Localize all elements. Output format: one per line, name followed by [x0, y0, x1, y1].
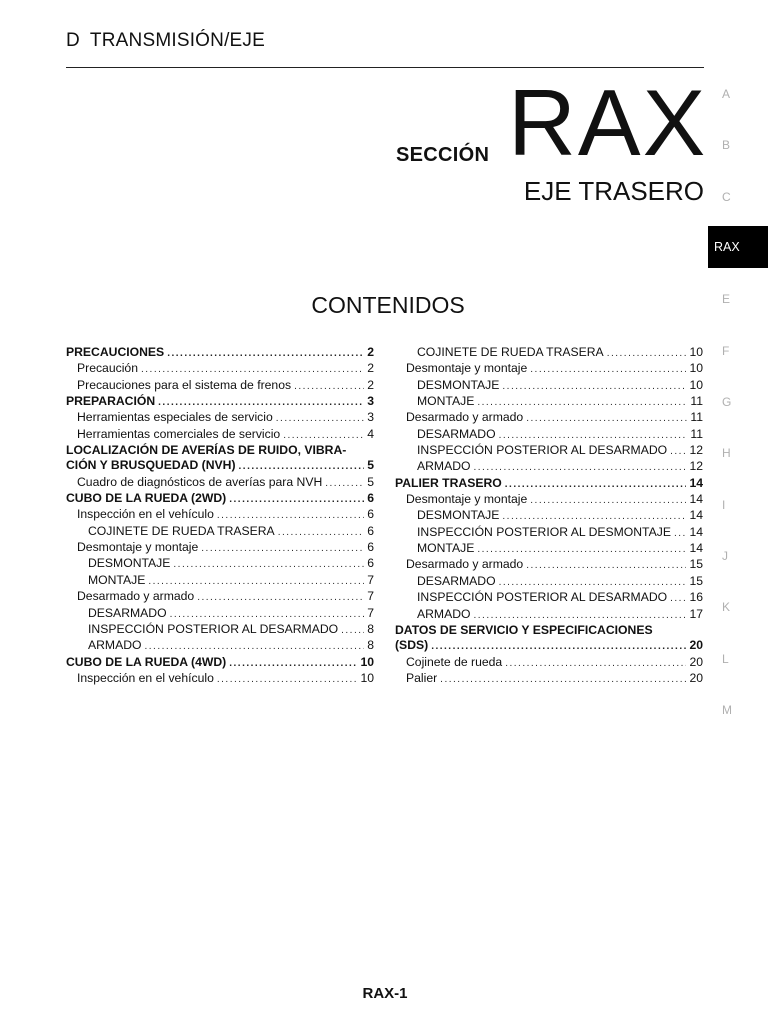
- toc-leader-dots: [229, 492, 364, 507]
- toc-entry[interactable]: [66, 655, 374, 671]
- toc-entry-title: ARMADO: [417, 606, 471, 621]
- toc-leader-dots: [325, 476, 364, 491]
- toc-leader-dots: [505, 477, 687, 492]
- toc-entry-page: 14: [689, 541, 703, 556]
- toc-leader-dots: [239, 459, 365, 474]
- toc-entry-title: Desarmado y armado: [406, 557, 524, 572]
- toc-entry[interactable]: [395, 607, 703, 623]
- toc-entry-page: 8: [367, 621, 374, 636]
- toc-entry[interactable]: [395, 525, 703, 541]
- toc-leader-dots: [474, 460, 687, 475]
- toc-entry-page: 14: [689, 492, 703, 507]
- toc-leader-dots: [294, 379, 364, 394]
- toc-entry-title: Desmontaje y montaje: [77, 540, 199, 555]
- toc-entry-title: DESARMADO: [417, 426, 496, 441]
- toc-entry[interactable]: [66, 394, 374, 410]
- toc-entry[interactable]: [395, 394, 703, 410]
- toc-leader-dots: [499, 428, 688, 443]
- toc-entry[interactable]: [395, 459, 703, 475]
- toc-leader-dots: [431, 639, 686, 654]
- toc-leader-dots: [526, 411, 687, 426]
- toc-entry-page: 11: [690, 426, 703, 441]
- toc-entry-title: Desmontaje y montaje: [406, 492, 528, 507]
- side-index-letter[interactable]: E: [722, 292, 731, 306]
- side-index-letter[interactable]: M: [722, 703, 732, 717]
- toc-entry-title: INSPECCIÓN POSTERIOR AL DESARMADO: [417, 590, 668, 605]
- toc-entry-page: 6: [367, 523, 374, 538]
- toc-entry-title: CUBO DE LA RUEDA (4WD): [66, 654, 227, 669]
- group-letter: D: [66, 30, 80, 51]
- toc-entry-title: CIÓN Y BRUSQUEDAD (NVH): [66, 458, 236, 473]
- toc-entry-title: DESMONTAJE: [417, 508, 500, 523]
- toc-entry-page: 10: [360, 654, 374, 669]
- toc-leader-dots: [505, 656, 686, 671]
- toc-entry[interactable]: [66, 524, 374, 540]
- toc-entry-title: COJINETE DE RUEDA TRASERA: [88, 523, 275, 538]
- toc-leader-dots: [440, 672, 686, 687]
- toc-entry-page: 7: [367, 572, 374, 587]
- toc-entry-title: Desarmado y armado: [77, 589, 195, 604]
- toc-leader-dots: [670, 444, 686, 459]
- toc-leader-dots: [499, 575, 687, 590]
- toc-entry-title: INSPECCIÓN POSTERIOR AL DESARMADO: [88, 621, 339, 636]
- toc-entry[interactable]: [66, 491, 374, 507]
- toc-entry[interactable]: [395, 671, 703, 687]
- section-code: RAX: [508, 70, 708, 175]
- toc-leader-dots: [674, 526, 686, 541]
- toc-leader-dots: [670, 591, 686, 606]
- toc-entry-page: 20: [689, 654, 703, 669]
- toc-leader-dots: [477, 395, 687, 410]
- toc-entry[interactable]: [395, 623, 703, 638]
- toc-entry-title: Inspección en el vehículo: [77, 507, 214, 522]
- toc-entry-page: 14: [689, 508, 703, 523]
- toc-entry-title: Desmontaje y montaje: [406, 361, 528, 376]
- toc-entry-page: 3: [367, 410, 374, 425]
- toc-entry-title: ARMADO: [417, 459, 471, 474]
- toc-entry-page: 11: [690, 394, 703, 409]
- toc-entry-title: DESARMADO: [88, 605, 167, 620]
- toc-leader-dots: [530, 493, 686, 508]
- toc-entry-title: Herramientas comerciales de servicio: [77, 426, 281, 441]
- toc-leader-dots: [530, 362, 686, 377]
- toc-leader-dots: [474, 608, 687, 623]
- toc-leader-dots: [502, 509, 686, 524]
- toc-leader-dots: [158, 395, 364, 410]
- toc-entry-title: COJINETE DE RUEDA TRASERA: [417, 345, 604, 359]
- toc-entry-page: 5: [367, 474, 374, 489]
- toc-entry[interactable]: [66, 361, 374, 377]
- toc-entry-title: DESMONTAJE: [88, 556, 171, 571]
- toc-entry-title: Precauciones para el sistema de frenos: [77, 377, 292, 392]
- toc-entry[interactable]: [395, 492, 703, 508]
- toc-entry-title: Herramientas especiales de servicio: [77, 410, 273, 425]
- toc-entry[interactable]: [66, 606, 374, 622]
- toc-entry-page: 16: [689, 590, 703, 605]
- toc-leader-dots: [276, 411, 364, 426]
- side-index-letter[interactable]: I: [722, 498, 726, 512]
- toc-entry[interactable]: [66, 443, 374, 458]
- toc-leader-dots: [283, 428, 364, 443]
- toc-leader-dots: [502, 379, 686, 394]
- toc-entry-page: 10: [689, 377, 703, 392]
- toc-entry[interactable]: [66, 427, 374, 443]
- toc-entry[interactable]: [395, 410, 703, 426]
- toc-entry-title: MONTAJE: [417, 394, 475, 409]
- toc-entry[interactable]: [395, 541, 703, 557]
- toc-entry-page: 14: [689, 475, 703, 490]
- toc-entry-page: 8: [367, 638, 374, 653]
- toc-leader-dots: [145, 639, 365, 654]
- toc-entry[interactable]: [66, 410, 374, 426]
- toc-entry-title: (SDS): [395, 638, 429, 653]
- toc-leader-dots: [197, 590, 364, 605]
- toc-entry-title: PALIER TRASERO: [395, 475, 502, 490]
- toc-leader-dots: [477, 542, 686, 557]
- toc-entry-title: Palier: [406, 670, 438, 685]
- toc-entry[interactable]: [66, 638, 374, 654]
- toc-entry[interactable]: [395, 508, 703, 524]
- group-name: TRANSMISIÓN/EJE: [89, 30, 265, 51]
- toc-leader-dots: [201, 541, 364, 556]
- toc-entry[interactable]: [66, 573, 374, 589]
- toc-entry[interactable]: [395, 476, 703, 492]
- toc-entry-title: LOCALIZACIÓN DE AVERÍAS DE RUIDO, VIBRA-: [66, 443, 347, 458]
- toc-entry-page: 20: [689, 638, 703, 653]
- toc-entry-page: 4: [367, 426, 374, 441]
- toc-entry-page: 10: [689, 345, 703, 359]
- toc-entry[interactable]: [395, 655, 703, 671]
- toc-entry[interactable]: [66, 556, 374, 572]
- header-group: [66, 30, 265, 52]
- contents-heading: CONTENIDOS: [311, 292, 465, 318]
- toc-entry-page: 2: [367, 377, 374, 392]
- toc-leader-dots: [607, 346, 687, 361]
- toc-right-column: [395, 345, 703, 687]
- toc-entry-page: 12: [689, 443, 703, 458]
- toc-entry-page: 11: [690, 410, 703, 425]
- toc-entry[interactable]: [66, 475, 374, 491]
- toc-entry-title: PREPARACIÓN: [66, 394, 156, 409]
- toc-leader-dots: [148, 574, 364, 589]
- toc-entry-title: Cojinete de rueda: [406, 654, 503, 669]
- toc-entry-page: 2: [367, 345, 374, 359]
- toc-entry[interactable]: [66, 507, 374, 523]
- toc-entry[interactable]: [66, 458, 374, 474]
- toc-leader-dots: [278, 525, 365, 540]
- toc-entry-title: Inspección en el vehículo: [77, 670, 214, 685]
- toc-left-column: [66, 345, 374, 687]
- toc-entry-page: 6: [367, 491, 374, 506]
- toc-entry[interactable]: [395, 345, 703, 361]
- toc-entry-page: 10: [360, 670, 374, 685]
- toc-leader-dots: [217, 508, 364, 523]
- side-index-letter[interactable]: F: [722, 344, 730, 358]
- toc-entry-page: 14: [689, 524, 703, 539]
- side-index-letter[interactable]: K: [722, 600, 731, 614]
- toc-leader-dots: [173, 557, 364, 572]
- toc-entry-page: 17: [689, 606, 703, 621]
- toc-entry[interactable]: [66, 589, 374, 605]
- toc-leader-dots: [341, 623, 364, 638]
- toc-entry-page: 3: [367, 394, 374, 409]
- toc-entry-page: 10: [689, 361, 703, 376]
- page-number: RAX-1: [362, 985, 408, 1002]
- toc-entry[interactable]: [395, 378, 703, 394]
- side-index-letter[interactable]: H: [722, 446, 731, 460]
- side-index-letter[interactable]: B: [722, 138, 731, 152]
- toc-entry[interactable]: [66, 345, 374, 361]
- toc-entry-title: DESMONTAJE: [417, 377, 500, 392]
- toc-entry-title: CUBO DE LA RUEDA (2WD): [66, 491, 227, 506]
- section-title: EJE TRASERO: [523, 176, 704, 206]
- toc-entry-page: 15: [689, 557, 703, 572]
- toc-entry-title: MONTAJE: [88, 572, 146, 587]
- side-index-letter[interactable]: G: [722, 395, 732, 409]
- toc-entry[interactable]: [395, 443, 703, 459]
- toc-entry-page: 7: [367, 605, 374, 620]
- side-index-letter[interactable]: J: [722, 549, 728, 563]
- side-index-letter[interactable]: C: [722, 190, 731, 204]
- toc-entry-page: 2: [367, 361, 374, 376]
- toc-entry[interactable]: [395, 427, 703, 443]
- toc-entry[interactable]: [395, 590, 703, 606]
- toc-entry-title: INSPECCIÓN POSTERIOR AL DESARMADO: [417, 443, 668, 458]
- toc-entry-page: 6: [367, 556, 374, 571]
- toc-entry[interactable]: [395, 557, 703, 573]
- toc-leader-dots: [217, 672, 358, 687]
- toc-entry-page: 12: [689, 459, 703, 474]
- toc-entry[interactable]: [395, 361, 703, 377]
- toc-entry-page: 6: [367, 540, 374, 555]
- toc-entry[interactable]: [66, 622, 374, 638]
- toc-entry-title: INSPECCIÓN POSTERIOR AL DESMONTAJE: [417, 524, 671, 539]
- toc-entry-title: DESARMADO: [417, 573, 496, 588]
- side-index-active-tab[interactable]: RAX: [708, 226, 768, 268]
- toc-entry-page: 6: [367, 507, 374, 522]
- toc-leader-dots: [170, 607, 365, 622]
- toc-entry-title: Precaución: [77, 361, 138, 376]
- toc-entry-page: 20: [689, 670, 703, 685]
- toc-entry-title: Desarmado y armado: [406, 410, 524, 425]
- toc-entry[interactable]: [395, 574, 703, 590]
- toc-entry-title: Cuadro de diagnósticos de averías para NVH: [77, 474, 323, 489]
- toc-entry-title: ARMADO: [88, 638, 142, 653]
- toc-leader-dots: [167, 346, 364, 361]
- side-index-letter[interactable]: A: [722, 87, 731, 101]
- toc-entry-title: PRECAUCIONES: [66, 345, 165, 359]
- toc-leader-dots: [229, 656, 357, 671]
- toc-entry-page: 7: [367, 589, 374, 604]
- toc-entry[interactable]: [395, 638, 703, 654]
- toc-entry[interactable]: [66, 671, 374, 687]
- section-label: SECCIÓN: [396, 144, 490, 166]
- toc-entry-page: 15: [689, 573, 703, 588]
- side-index-letter[interactable]: L: [722, 652, 729, 666]
- toc-entry-title: MONTAJE: [417, 541, 475, 556]
- toc-entry-page: 5: [367, 458, 374, 473]
- toc-leader-dots: [526, 558, 686, 573]
- toc-entry-title: DATOS DE SERVICIO Y ESPECIFICACIONES: [395, 622, 653, 637]
- toc-leader-dots: [141, 362, 364, 377]
- header-rule: [66, 67, 704, 68]
- toc-entry[interactable]: [66, 540, 374, 556]
- toc-entry[interactable]: [66, 378, 374, 394]
